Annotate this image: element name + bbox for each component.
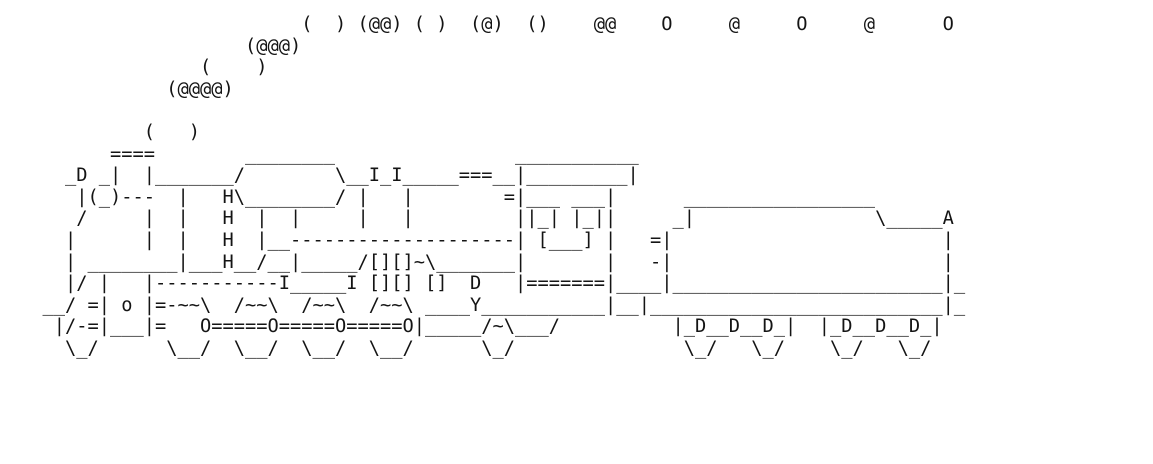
locomotive-body-line-2: | | | H |__--------------------| [___] | =| | bbox=[20, 229, 954, 251]
blank-line bbox=[20, 100, 965, 122]
locomotive-top-line: _D _| |_______/ \__I_I_____===__|_________| bbox=[20, 165, 639, 187]
locomotive-chassis-line: __/ =| o |=-~~\ /~~\ /~~\ /~~\ ____Y___________|__|__________________________|_ bbox=[20, 294, 966, 316]
smoke-line-5: ( ) bbox=[20, 121, 201, 143]
smoke-line-2: (@@@) bbox=[20, 35, 302, 57]
smoke-line-4: (@@@@) bbox=[20, 78, 234, 100]
locomotive-cab-line: |(_)--- | H\________/ | | =|___ ___| _________________ bbox=[20, 186, 876, 208]
locomotive-body-line-3: | ________|___H__/__|_____/[][]~\_______| | -| | bbox=[20, 251, 954, 273]
locomotive-wheel-bottoms-line: \_/ \__/ \__/ \__/ \__/ \_/ \_/ \_/ \_/ \_/ bbox=[20, 337, 932, 359]
locomotive-roof-line: ==== ________ ___________ bbox=[20, 143, 639, 165]
ascii-train-art bbox=[20, 14, 965, 360]
locomotive-body-line-1: / | | H | | | | ||_| |_|| _| \_____A bbox=[20, 208, 954, 230]
locomotive-body-line-4: |/ | |-----------I_____I [][] [] D |=======|____|________________________|_ bbox=[20, 273, 966, 295]
locomotive-wheels-line: |/-=|___|= O=====O=====O=====O|_____/~\___/ |_D__D__D_| |_D__D__D_| bbox=[20, 316, 943, 338]
smoke-line-3: ( ) bbox=[20, 57, 268, 79]
smoke-line-1: ( ) (@@) ( ) (@) () @@ O @ O @ O bbox=[20, 14, 954, 35]
